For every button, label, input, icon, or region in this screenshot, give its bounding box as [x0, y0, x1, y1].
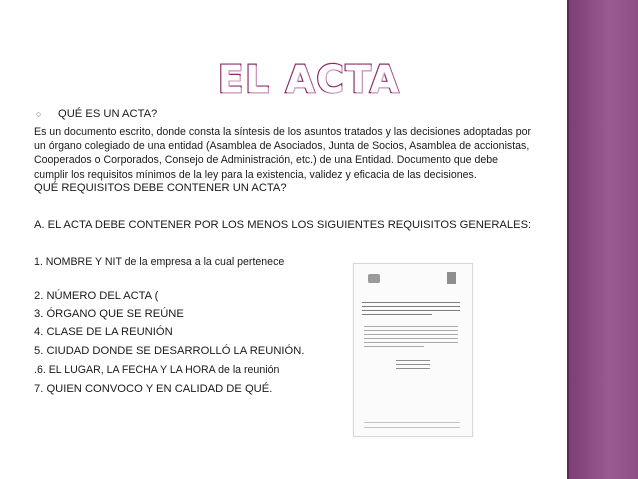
- requirement-item: .6. EL LUGAR, LA FECHA Y LA HORA de la reunión: [34, 364, 280, 376]
- slide-title: EL ACTA: [218, 58, 401, 101]
- requirement-item: 4. CLASE DE LA REUNIÓN: [34, 326, 173, 338]
- document-thumbnail-image: [353, 263, 473, 437]
- requirement-item: 2. NÚMERO DEL ACTA (: [34, 290, 159, 302]
- question-heading: QUÉ ES UN ACTA?: [58, 108, 158, 120]
- document-logo-left: [368, 274, 380, 283]
- section-a-heading: A. EL ACTA DEBE CONTENER POR LOS MENOS LOS SIGUIENTES REQUISITOS GENERALES:: [34, 219, 532, 231]
- bullet-icon: ○: [36, 109, 42, 119]
- requirement-item: 1. NOMBRE Y NIT de la empresa a la cual pertenece: [34, 256, 285, 268]
- requirements-question: QUÉ REQUISITOS DEBE CONTENER UN ACTA?: [34, 182, 287, 194]
- requirement-item: 7. QUIEN CONVOCO Y EN CALIDAD DE QUÉ.: [34, 383, 273, 395]
- sidebar-decoration: [567, 0, 638, 479]
- document-logo-right: [447, 272, 456, 284]
- requirement-item: 5. CIUDAD DONDE SE DESARROLLÓ LA REUNIÓN.: [34, 345, 305, 357]
- definition-paragraph: Es un documento escrito, donde consta la síntesis de los asuntos tratados y las decisiones adoptadas por un órgano colegiado de una entidad (Asamblea de Asociados, Junta de Socios, Asamblea de accionistas, Cooperados o Corporados, Consejo de Administración, etc.) de una Entidad. Documento que debe cumplir los requisitos mínimos de la ley para la existencia, validez y eficacia de las decisiones.: [34, 126, 532, 181]
- requirement-item: 3. ÓRGANO QUE SE REÚNE: [34, 308, 184, 320]
